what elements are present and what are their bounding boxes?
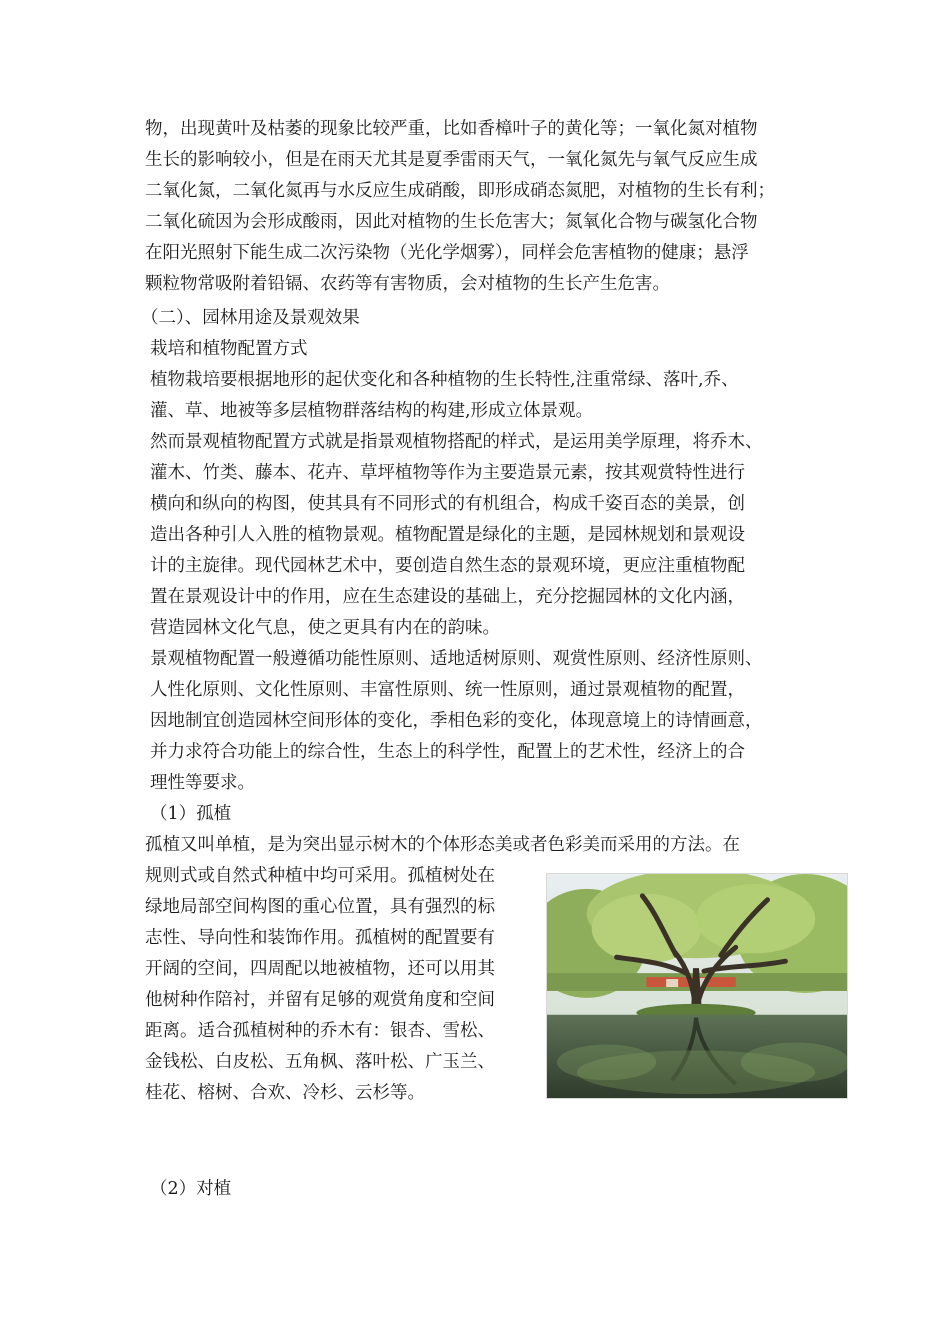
paragraph-line: 桂花、榕树、合欢、冷杉、云杉等。 — [145, 1083, 425, 1103]
paragraph-line: 营造园林文化气息，使之更具有内在的韵味。 — [150, 618, 500, 638]
paragraph-line: 置在景观设计中的作用，应在生态建设的基础上，充分挖掘园林的文化内涵， — [150, 587, 745, 607]
paragraph-line: 志性、导向性和装饰作用。孤植树的配置要有 — [145, 928, 495, 948]
item-heading: （1）孤植 — [150, 804, 232, 824]
paragraph-line: 金钱松、白皮松、五角枫、落叶松、广玉兰、 — [145, 1052, 495, 1072]
paragraph-line: 距离。适合孤植树种的乔木有：银杏、雪松、 — [145, 1021, 495, 1041]
paragraph-line: 物，出现黄叶及枯萎的现象比较严重，比如香樟叶子的黄化等；一氧化氮对植物 — [145, 119, 758, 139]
paragraph-line: 然而景观植物配置方式就是指景观植物搭配的样式，是运用美学原理，将乔木、 — [150, 432, 763, 452]
paragraph-line: 他树种作陪衬，并留有足够的观赏角度和空间 — [145, 990, 495, 1010]
paragraph-line: 在阳光照射下能生成二次污染物（光化学烟雾），同样会危害植物的健康；悬浮 — [145, 243, 749, 263]
paragraph-line: 二氧化硫因为会形成酸雨，因此对植物的生长危害大；氮氧化合物与碳氢化合物 — [145, 212, 758, 232]
paragraph-line: 二氧化氮，二氧化氮再与水反应生成硝酸，即形成硝态氮肥，对植物的生长有利； — [145, 181, 775, 201]
paragraph-line: 横向和纵向的构图，使其具有不同形式的有机组合，构成千姿百态的美景，创 — [150, 494, 745, 514]
paragraph-line: 并力求符合功能上的综合性，生态上的科学性，配置上的艺术性，经济上的合 — [150, 742, 745, 762]
paragraph-line: 生长的影响较小，但是在雨天尤其是夏季雷雨天气，一氧化氮先与氧气反应生成 — [145, 150, 758, 170]
paragraph-line: 颗粒物常吸附着铅镉、农药等有害物质，会对植物的生长产生危害。 — [145, 274, 670, 294]
paragraph-line: 因地制宜创造园林空间形体的变化，季相色彩的变化，体现意境上的诗情画意， — [150, 711, 763, 731]
section-heading: （二）、园林用途及景观效果 — [141, 308, 360, 328]
solitary-tree-photo — [546, 873, 848, 1099]
paragraph-line: 造出各种引人入胜的植物景观。植物配置是绿化的主题，是园林规划和景观设 — [150, 525, 745, 545]
paragraph-line: 植物栽培要根据地形的起伏变化和各种植物的生长特性,注重常绿、落叶,乔、 — [150, 370, 739, 390]
paragraph-line: 灌木、竹类、藤本、花卉、草坪植物等作为主要造景元素，按其观赏特性进行 — [150, 463, 745, 483]
paragraph-line: 灌、草、地被等多层植物群落结构的构建,形成立体景观。 — [150, 401, 594, 421]
paragraph-line: 人性化原则、文化性原则、丰富性原则、统一性原则，通过景观植物的配置， — [150, 680, 745, 700]
paragraph-line: 景观植物配置一般遵循功能性原则、适地适树原则、观赏性原则、经济性原则、 — [150, 649, 763, 669]
paragraph-line: 开阔的空间，四周配以地被植物，还可以用其 — [145, 959, 495, 979]
paragraph-line: 计的主旋律。现代园林艺术中，要创造自然生态的景观环境，更应注重植物配 — [150, 556, 745, 576]
tree-pond-illustration — [547, 874, 847, 1098]
item-heading: （2）对植 — [150, 1179, 232, 1199]
paragraph-line: 理性等要求。 — [150, 773, 255, 793]
paragraph-line: 孤植又叫单植，是为突出显示树木的个体形态美或者色彩美而采用的方法。在 — [145, 835, 740, 855]
paragraph-line: 绿地局部空间构图的重心位置，具有强烈的标 — [145, 897, 495, 917]
subsection-heading: 栽培和植物配置方式 — [150, 339, 308, 359]
paragraph-line: 规则式或自然式种植中均可采用。孤植树处在 — [145, 866, 495, 886]
